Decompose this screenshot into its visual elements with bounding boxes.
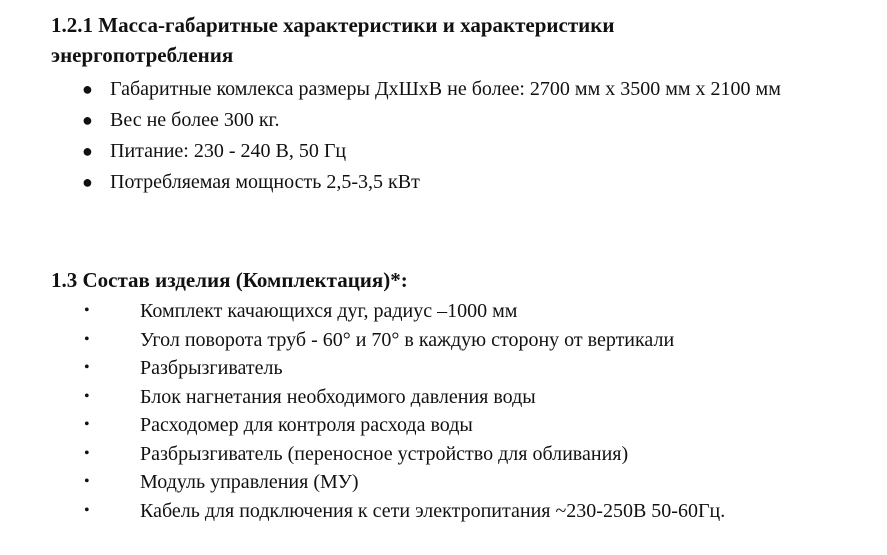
list-item-text: Потребляемая мощность 2,5-3,5 кВт: [110, 171, 420, 193]
list-item: [0, 440, 725, 469]
section-heading-1-2-1: [51, 10, 614, 70]
section-heading-line-1: 1.2.1 Масса-габаритные характеристики и характеристики: [51, 13, 615, 37]
list-item: [0, 326, 725, 355]
list-item-text: Габаритные комлекса размеры ДхШхВ не более: 2700 мм х 3500 мм х 2100 мм: [110, 78, 781, 100]
bullet-icon: ●: [82, 79, 93, 99]
list-item-text: Расходомер для контроля расхода воды: [140, 414, 473, 436]
list-item: [0, 411, 725, 440]
list-item-text: Питание: 230 - 240 В, 50 Гц: [110, 140, 347, 162]
bullet-icon: ●: [82, 110, 93, 130]
list-item: [0, 497, 725, 526]
list-item-text: Кабель для подключения к сети электропитания ~230-250В 50-60Гц.: [140, 499, 726, 522]
list-item: [0, 74, 810, 105]
list-item-text: Разбрызгиватель (переносное устройство для обливания): [140, 442, 629, 465]
list-item-text: Блок нагнетания необходимого давления воды: [140, 385, 536, 408]
list-item: [0, 105, 810, 136]
section-heading-line-2: энергопотребления: [51, 43, 234, 67]
bullet-icon: •: [84, 501, 90, 519]
list-item-text: Модуль управления (МУ): [140, 471, 359, 493]
list-item-text: Вес не более 300 кг.: [110, 109, 280, 131]
list-item-text: Комплект качающихся дуг, радиус –1000 мм: [140, 300, 518, 322]
bullet-icon: •: [84, 359, 90, 376]
bullet-icon: ●: [82, 141, 93, 161]
bullet-icon: •: [84, 444, 90, 462]
list-item-text: Разбрызгиватель: [140, 357, 283, 379]
list-item-text: Угол поворота труб - 60° и 70° в каждую сторону от вертикали: [140, 328, 675, 351]
list-item: [0, 383, 725, 412]
list-item: [0, 354, 725, 383]
bullet-icon: •: [84, 302, 90, 319]
specs-list: [0, 74, 810, 198]
list-item: [0, 297, 725, 326]
bullet-icon: ●: [82, 172, 93, 192]
list-item: [0, 136, 810, 167]
list-item: [0, 167, 810, 198]
bullet-icon: •: [84, 387, 90, 405]
list-item: [0, 468, 725, 497]
section-heading-1-3: 1.3 Состав изделия (Комплектация)*:: [51, 268, 408, 292]
bullet-icon: •: [84, 330, 90, 348]
bullet-icon: •: [84, 416, 90, 433]
contents-list: [0, 297, 725, 525]
bullet-icon: •: [84, 473, 90, 490]
